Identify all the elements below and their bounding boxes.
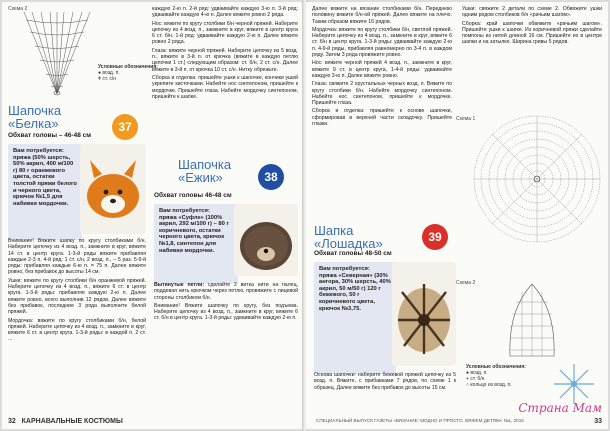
squirrel-need-title: Вам потребуется: [13, 148, 64, 154]
squirrel-head-size: Обхват головы – 46-48 см [8, 132, 92, 139]
ring-icon: ○ [466, 382, 471, 388]
right-intro: Далее вяжите на вязание столбиками б/н. Переднюю половину вяжите б/н-ой пряжей. Далее вяжите на плечо. Таким образом вяжите 16 рядов. [312, 6, 452, 25]
squirrel-instructions [8, 238, 146, 345]
hedgehog-hat-photo [234, 204, 298, 276]
right-assembly-2: Сборка: край шапочки обвяжите «рачьим шагом». Пришейте ушки к шапке. Из коричневой пряжи сделайте помпоны из нитей длиной 16 см. Пришейте их в центре шапки и на затылке. Ширина гривы 5 рядов. [462, 20, 602, 46]
hedgehog-need-text: пряжа «Суфле» (100% акрил, 292 м/100 г) – 80 г коричневого, остатки черного цвета, крючок №1,8, синтепон для набивки мордочки. [159, 214, 229, 254]
dc-symbol-icon: ǂ [98, 76, 103, 82]
legend-right-sc: + ст. б/н [466, 376, 485, 382]
legend-right-title: Условные обозначения: [466, 364, 526, 370]
badge-37: 37 [112, 114, 138, 140]
watermark: Страна Мам [518, 401, 602, 415]
right-footer-text: СПЕЦИАЛЬНЫЙ ВЫПУСК ГАЗЕТЫ «ВЯЗАНИЕ: МОДНО И ПРОСТО. ВЯЖЕМ ДЕТЯМ» №1, 2015 [316, 418, 524, 423]
hedgehog-attention: Внимание! Вяжите шапочку по кругу, без подъема. Наберите цепочку из 4 возд. п., замкните в круг, вяжите 6 ст. б/н в центр круга. 1-3-й ряды: удваивайте каждую 2-ю п. [154, 302, 298, 322]
hedgehog-loops [154, 282, 298, 301]
col2-intro: каждую 2-ю п. 2-й ряд: удваивайте каждую 3-ю п. 3-й ряд: удваивайте каждую 4-ю п. Далее вяжите ровно 2 ряда. [152, 6, 298, 19]
right-nose: Нос: вяжите черной пряжей 4 возд. п., замкните в круг, вяжите 9 ст. в центр круга, 1-4-й ряды: удваивайте каждую 3-ю п. Далее вяжите ровно. [312, 60, 452, 79]
legend-title: Условные обозначения: [98, 64, 158, 70]
legend-left [98, 64, 158, 82]
hedgehog-head-size: Обхват головы 46-48 см [154, 192, 232, 199]
left-page [2, 2, 304, 429]
scheme-1-label: Схема 1 [456, 116, 476, 122]
legend-item-chain: ● возд. п. [98, 70, 120, 76]
squirrel-attention: Внимание! Вяжите шапку по кругу столбиками б/н. Наберите цепочку из 4 возд. п., замкните в круг, вяжите 14 ст. в центр круга. 1-3-й ряды вяжите прибавляя каждые 2-3 п. 4-й ряд: 1 ст. с/н, 2 возд. п., – 5 раз. 5-9-й ряды: прибавляя каждые 6-ю п. = 75 п. Далее вяжите ровно, без прибавок до высоты 14 см. [8, 238, 146, 276]
squirrel-title: Шапочка «Белка» [8, 103, 62, 131]
right-page-number: 33 [594, 418, 602, 425]
left-page-number: 32 [8, 418, 16, 425]
scheme-2-label: Схема 2 [8, 6, 28, 12]
hedgehog-instructions [154, 282, 298, 324]
right-muzzle: Мордочка: вяжите по кругу столбики б/н, светлой пряжей. Наберите цепочку из 4 возд. п., замкните в круг, вяжите 6 ст. б/н в центр круга. 1-3-й ряды: удваивайте каждую 2-ю п. 4-9-й ряды, прибавляя равномерно по 3-4 п. в каждом ряду. Затем 3 ряда провяжите ровно. [312, 26, 452, 59]
hedgehog-materials-box [154, 204, 238, 284]
scheme-2-ear-diagram [502, 282, 562, 358]
scheme-2-right-label: Схема 2 [456, 280, 476, 286]
right-column-2 [462, 6, 602, 48]
squirrel-muzzle: Мордочка: вяжите по кругу столбиками б/н, белой пряжей. Наберите цепочку из 4 возд. п., замкните в круг, вяжите 6 ст. в центр круга. 1-3-й ряды: в каждой п. 2 ст. ... [8, 317, 146, 343]
squirrel-hat-photo [80, 144, 146, 234]
hedgehog-title: Шапочка «Ежик» [178, 157, 232, 185]
horse-instructions [314, 372, 456, 393]
horse-need-text: пряжа «Северная» (30% ангора, 30% шерсть, 40% акрил, 50 м/50 г) 120 г бежевого, 50 г коричневого цвета, крючок №3,75. [319, 272, 391, 312]
squirrel-ears: Ушки: вяжите по кругу столбики б/н оранжевой пряжей. Наберите цепочку из 4 возд. п., вяжите 6 ст. в центр круга. 1-3-й ряды: прибавляя каждую 2-ю п. Далее вяжите ровно, всего выполнив 12 рядов. Далее вяжите без прибавок, последние 3 ряда выполните белой пряжей. [8, 277, 146, 316]
scheme-2-diagram [22, 10, 92, 96]
horse-need-title: Вам потребуется: [319, 266, 370, 272]
squirrel-materials-box [8, 144, 82, 240]
sc-cross-icon: + [466, 376, 471, 382]
legend-item-dc: ǂ ст. с/н [98, 76, 116, 82]
left-footer-title: КАРНАВАЛЬНЫЕ КОСТЮМЫ [21, 418, 123, 425]
horse-head-size: Обхват головы 48-50 см [314, 250, 392, 257]
scheme-1-diagram [472, 114, 602, 244]
col2-assembly: Сборка и отделка: пришейте ушки к шапочке, кончики ушей укрепите кисточками. Набейте нос синтепоном, пришейте к мордочке. Пришейте глаза. Набейте мордочку синтепоном, пришейте к шапке. [152, 74, 298, 100]
snowflake-decoration-icon [552, 362, 596, 406]
legend-right-ring: ○ кольцо из возд. п. [466, 382, 512, 388]
legend-right-chain: ● возд. п. [466, 370, 488, 376]
right-assembly: Сборка и отделка: пришейте к основе шапочки, сформировав в верхней части складочку. Пришейте глазки. [312, 108, 452, 128]
horse-title: Шапка «Лошадка» [314, 223, 383, 251]
squirrel-need-text: пряжа (50% шерсть, 50% акрил, 400 м/100 г) 80 г оранжевого цвета, остатки толстой пряжи белого и черного цвета, крючок №1,5 для набивки мордочки. [13, 154, 77, 207]
right-ears: Ушки: свяжите 2 детали по схеме 2. Обвяжите ушки одним рядом столбиков б/н «рачьим шагом». [462, 6, 602, 19]
hedgehog-loops-title: Вытянутые петли: [154, 282, 205, 288]
chain-dot-icon: ● [466, 370, 471, 376]
legend-right [466, 364, 526, 388]
badge-39: 39 [422, 224, 448, 250]
hedgehog-need-title: Вам потребуется: [159, 208, 210, 214]
left-column-2 [152, 6, 298, 102]
col2-nose: Нос: вяжите по кругу столбики б/н черной пряжей. Наберите цепочку из 4 возд. п., замкните в круг, вяжите в центр круга 6 ст. б/н. 1-й ряд: удваивайте каждую 2-ю п. Далее вяжите ровно 2 ряда. [152, 20, 298, 46]
horse-materials-box [314, 262, 396, 374]
col2-eyes: Глаза: вяжите черной пряжей. Наберите цепочку из 5 возд. п., вяжите в 3-й п. от крючка (вяжите в каждую петлю цепочки 1 ст.) следующим образом: ст. б/н, 2 ст. с/н. Далее вяжите в 3-й п. от крючка 10 ст. с/н. Нитку обрежьте. [152, 47, 298, 73]
right-page [306, 2, 608, 429]
right-footer [316, 418, 602, 425]
hedgehog-loops-text: сделайте 2 витка нити на палец, поддевая нить крючком через петлю, провяжите с лицевой стороны столбиком б/н. [154, 282, 298, 301]
badge-38: 38 [258, 164, 284, 190]
horse-hat-photo [392, 262, 456, 366]
left-footer [8, 418, 123, 425]
horse-base: Основа шапочки: наберите бежевой пряжей цепочку из 5 возд. п. Вяжите, с прибавками 7 рядов, по схеме 1 к образец. Далее вяжите без прибавок до высоты 15 см. [314, 372, 456, 391]
chain-symbol-icon: ● [98, 70, 103, 76]
right-eyes: Глаза: свяжите 2 хрустальных черных возд. п. Вяжите по кругу столбики б/н. Набейте мордочку синтепоном. Набейте нос синтепоном, пришейте к мордочке. Пришейте глаза. [312, 81, 452, 107]
right-column-1 [312, 6, 452, 129]
